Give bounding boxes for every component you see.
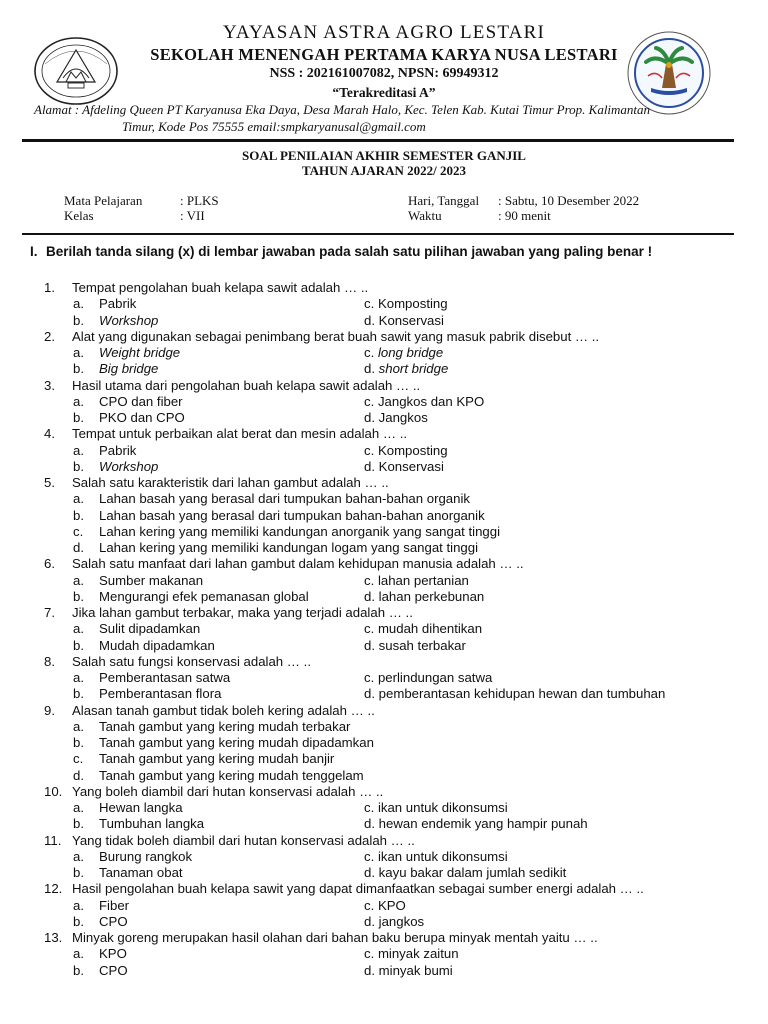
option-text: kayu bakar dalam jumlah sedikit [378,865,567,880]
option-right [364,296,448,312]
question-number: 8. [44,653,55,669]
option-text: Tumbuhan langka [99,816,205,832]
option-row [0,394,768,410]
option-label: a. [73,718,84,734]
question-row [0,378,768,394]
option-text: PKO dan CPO [99,410,185,425]
question-row [0,833,768,849]
question-number: 5. [44,475,55,490]
option-label: d. [364,865,375,880]
question-number: 13. [44,930,63,945]
question-text: Salah satu manfaat dari lahan gambut dalam kehidupan manusia adalah … .. [72,556,524,572]
option-row [0,686,768,702]
accreditation: “Terakreditasi A” [332,85,436,100]
option-right [364,914,424,930]
question-row [0,605,768,621]
option-text: Pemberantasan flora [99,686,222,702]
question-number: 9. [44,702,55,718]
option-text: jangkos [378,913,425,929]
option-right [364,361,448,377]
subject-value: : PLKS [180,193,219,208]
option-text: Tanah gambut yang kering mudah terbakar [99,718,351,734]
question-number: 11. [44,832,62,848]
address-line-2: Timur, Kode Pos 75555 email:smpkaryanusal@gmail.com [122,119,426,134]
option-text: Lahan basah yang berasal dari tumpukan bahan-bahan organik [99,491,470,507]
option-row [0,459,768,475]
letterhead [0,0,768,140]
question-text: Salah satu fungsi konservasi adalah … .. [72,653,311,669]
date-label: Hari, Tanggal [408,193,480,208]
option-label: d. [364,913,375,929]
option-text: Pabrik [99,296,137,312]
option-text: KPO [99,946,127,962]
question-text: Salah satu karakteristik dari lahan gambut adalah … .. [72,475,389,490]
option-text: Lahan kering yang memiliki kandungan logam yang sangat tinggi [99,540,479,555]
school-ids: NSS : 202161007082, NPSN: 69949312 [269,66,499,81]
question-number: 12. [44,881,63,897]
question-text: Yang boleh diambil dari hutan konservasi adalah … .. [72,783,384,799]
option-label: c. [364,897,375,913]
option-row [0,914,768,930]
option-label: d. [364,588,375,604]
option-label: a. [73,621,84,637]
date-value: : Sabtu, 10 Desember 2022 [498,193,640,208]
question-text: Alasan tanah gambut tidak boleh kering adalah … .. [72,702,375,718]
option-text: CPO [99,962,128,978]
question-row [0,280,768,296]
question-row [0,703,768,719]
option-text: Lahan kering yang memiliki kandungan anorganik yang sangat tinggi [99,523,501,539]
option-text: Big bridge [99,361,159,377]
option-text: Lahan basah yang berasal dari tumpukan bahan-bahan anorganik [99,507,485,523]
option-text: Workshop [99,312,159,328]
question-row [0,881,768,897]
exam-year: TAHUN AJARAN 2022/ 2023 [301,163,467,178]
option-label: c. [364,296,375,312]
option-label: d. [364,816,375,832]
option-label: a. [73,296,84,312]
option-row [0,816,768,832]
letterhead-divider [22,139,734,142]
time-value: : 90 menit [498,208,551,223]
option-text: minyak zaitun [377,946,459,962]
option-label: c. [364,621,375,637]
question-row [0,654,768,670]
question-text: Hasil pengolahan buah kelapa sawit yang dapat dimanfaatkan sebagai sumber energi adalah … .. [72,881,644,897]
question-text: Tempat pengolahan buah kelapa sawit adalah … .. [72,280,369,295]
option-label: b. [73,865,84,880]
option-label: c. [73,751,84,767]
option-row [0,865,768,881]
option-label: a. [73,670,84,685]
option-text: lahan pertanian [377,572,469,588]
option-label: b. [73,410,84,425]
question-row [0,475,768,491]
option-text: Fiber [99,897,130,913]
option-label: c. [364,800,375,815]
option-right [364,573,469,589]
option-right [364,459,444,475]
class-value: : VII [180,208,205,223]
option-label: b. [73,312,84,328]
question-row [0,426,768,442]
option-row [0,621,768,637]
option-label: a. [73,572,84,588]
option-right [364,394,484,410]
option-right [364,963,453,979]
option-row [0,524,768,540]
option-label: a. [73,393,84,409]
option-label: b. [73,637,84,653]
option-text: Workshop [99,458,159,474]
option-row [0,491,768,507]
option-text: Konservasi [378,312,444,328]
option-text: Hewan langka [99,800,183,815]
option-text: Komposting [377,442,448,458]
option-row [0,638,768,654]
option-label: a. [73,491,84,507]
option-row [0,540,768,556]
option-row [0,670,768,686]
school-name: SEKOLAH MENENGAH PERTAMA KARYA NUSA LESTARI [150,45,618,64]
option-label: c. [364,848,375,864]
option-label: d. [364,637,375,653]
option-row [0,768,768,784]
option-row [0,898,768,914]
option-label: a. [73,946,84,962]
option-text: Tanah gambut yang kering mudah tenggelam [99,767,364,783]
option-right [364,816,588,832]
option-text: Mengurangi efek pemanasan global [99,588,309,604]
option-row [0,963,768,979]
option-row [0,719,768,735]
option-row [0,313,768,329]
option-row [0,345,768,361]
option-right [364,621,482,637]
exam-title: SOAL PENILAIAN AKHIR SEMESTER GANJIL [242,148,526,163]
option-text: Tanah gambut yang kering mudah banjir [99,751,335,767]
option-row [0,589,768,605]
option-label: a. [73,848,84,864]
option-right [364,638,466,654]
option-label: c. [364,345,375,360]
question-text: Hasil utama dari pengolahan buah kelapa sawit adalah … .. [72,377,421,393]
option-text: mudah dihentikan [377,621,483,637]
option-text: CPO [99,913,128,929]
option-label: a. [73,800,84,815]
class-label: Kelas [64,208,94,223]
option-text: Jangkos [378,410,428,425]
address-line-1: Alamat : Afdeling Queen PT Karyanusa Eka Daya, Desa Marah Halo, Kec. Telen Kab. Kutai Timur Prop. Kalimantan [34,102,651,117]
option-text: Komposting [377,296,448,312]
question-number: 2. [44,328,55,344]
option-label: a. [73,897,84,913]
option-label: b. [73,913,84,929]
option-right [364,589,484,605]
question-text: Tempat untuk perbaikan alat berat dan mesin adalah … .. [72,426,408,442]
option-label: c. [364,572,375,588]
option-label: b. [73,361,84,377]
option-text: long bridge [377,345,444,360]
option-row [0,508,768,524]
option-right [364,800,508,816]
info-divider [22,233,734,235]
option-text: KPO [377,897,406,913]
option-right [364,670,492,686]
question-number: 6. [44,556,55,572]
question-row [0,930,768,946]
option-row [0,296,768,312]
option-right [364,443,448,459]
option-label: d. [364,686,375,702]
question-number: 10. [44,783,63,799]
option-label: b. [73,458,84,474]
option-label: b. [73,507,84,523]
option-text: short bridge [378,361,449,377]
section-number: I. [30,244,38,259]
option-text: minyak bumi [378,962,453,978]
option-label: b. [73,962,84,978]
question-row [0,556,768,572]
option-right [364,865,566,881]
option-text: lahan perkebunan [378,588,485,604]
question-text: Jika lahan gambut terbakar, maka yang terjadi adalah … .. [72,605,413,620]
option-text: Pemberantasan satwa [99,670,231,685]
option-right [364,898,406,914]
option-text: Burung rangkok [99,848,193,864]
option-right [364,313,444,329]
option-text: Konservasi [378,458,444,474]
option-text: Sumber makanan [99,572,204,588]
option-text: ikan untuk dikonsumsi [377,800,508,815]
question-number: 7. [44,605,55,620]
option-text: Mudah dipadamkan [99,637,215,653]
option-right [364,946,459,962]
option-row [0,573,768,589]
option-text: perlindungan satwa [377,670,493,685]
question-row [0,329,768,345]
option-label: c. [364,946,375,962]
option-text: CPO dan fiber [99,393,183,409]
option-label: b. [73,588,84,604]
option-right [364,345,443,361]
option-label: c. [364,442,375,458]
option-label: d. [73,767,84,783]
option-label: d. [364,410,375,425]
option-label: b. [73,816,84,832]
option-row [0,800,768,816]
subject-label: Mata Pelajaran [64,193,143,208]
question-text: Yang tidak boleh diambil dari hutan konservasi adalah … .. [72,832,415,848]
question-list [0,280,768,979]
question-number: 3. [44,377,55,393]
option-text: Tanaman obat [99,865,183,880]
option-label: d. [73,540,84,555]
option-label: a. [73,442,84,458]
option-text: Jangkos dan KPO [377,393,485,409]
option-label: c. [364,670,375,685]
option-label: d. [364,962,375,978]
option-text: Tanah gambut yang kering mudah dipadamkan [99,735,374,750]
foundation-name: YAYASAN ASTRA AGRO LESTARI [223,22,545,43]
instruction-text: Berilah tanda silang (x) di lembar jawaban pada salah satu pilihan jawaban yang paling benar ! [46,244,653,259]
option-right [364,849,508,865]
option-row [0,946,768,962]
question-row [0,784,768,800]
option-label: a. [73,345,84,360]
option-label: b. [73,735,84,750]
question-number: 1. [44,280,55,295]
option-label: b. [73,686,84,702]
question-text: Minyak goreng merupakan hasil olahan dari bahan baku berupa minyak mentah yaitu … .. [72,930,598,945]
option-label: d. [364,312,375,328]
option-row [0,751,768,767]
question-text: Alat yang digunakan sebagai penimbang berat buah sawit yang masuk pabrik disebut … .. [72,328,600,344]
option-row [0,735,768,751]
option-label: c. [73,523,84,539]
option-label: d. [364,458,375,474]
option-text: Pabrik [99,442,137,458]
option-row [0,849,768,865]
option-row [0,410,768,426]
option-text: susah terbakar [378,637,466,653]
option-text: hewan endemik yang hampir punah [378,816,588,832]
option-right [364,410,428,426]
option-row [0,443,768,459]
option-label: d. [364,361,375,377]
option-right [364,686,665,702]
time-label: Waktu [408,208,442,223]
question-number: 4. [44,426,55,442]
option-text: Weight bridge [99,345,181,360]
option-text: pemberantasan kehidupan hewan dan tumbuhan [378,686,666,702]
option-text: Sulit dipadamkan [99,621,201,637]
option-text: ikan untuk dikonsumsi [377,848,508,864]
option-label: c. [364,393,375,409]
option-row [0,361,768,377]
